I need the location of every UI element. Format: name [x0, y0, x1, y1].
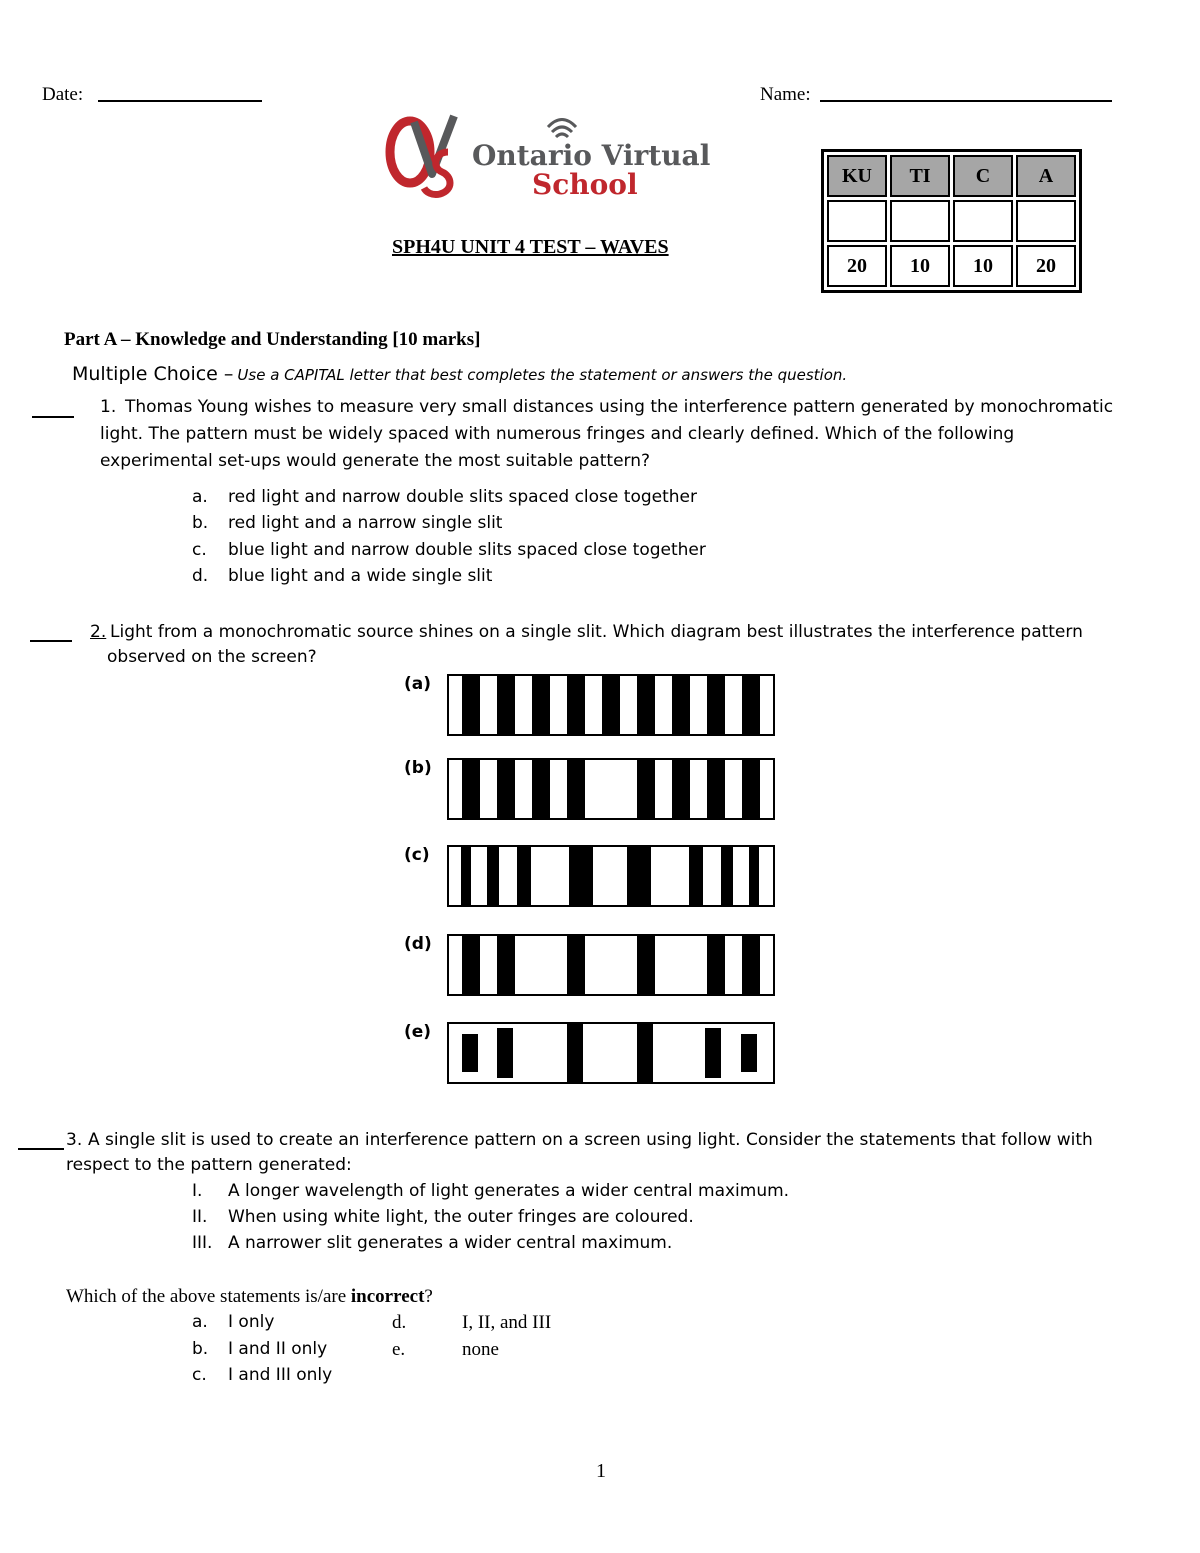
pattern-a-fringe — [742, 675, 760, 735]
pattern-b-fringe — [637, 759, 655, 819]
q1-answer-blank[interactable] — [32, 416, 74, 418]
q3-statement-2-num: II. — [192, 1207, 208, 1227]
marks-score-c[interactable] — [953, 200, 1013, 242]
pattern-label-d: (d) — [404, 934, 432, 954]
pattern-c-fringe — [487, 846, 499, 906]
pattern-a-fringe — [497, 675, 515, 735]
marks-total-row — [827, 245, 1076, 287]
marks-header-row — [827, 155, 1076, 197]
school-logo — [384, 112, 714, 202]
marks-header-a: A — [1016, 155, 1076, 197]
marks-total-c: 10 — [953, 245, 1013, 287]
q3-option-e — [392, 1339, 499, 1361]
pattern-e — [447, 1022, 775, 1084]
q1-option-a-letter: a. — [192, 487, 208, 507]
pattern-a-fringe — [672, 675, 690, 735]
q3-statement-3 — [192, 1233, 672, 1253]
q3-statement-3-num: III. — [192, 1233, 213, 1253]
pattern-c-fringe — [627, 846, 651, 906]
pattern-e-fringe — [462, 1034, 478, 1072]
pattern-c-fringe — [517, 846, 531, 906]
marks-header-ti: TI — [890, 155, 950, 197]
q3-number: 3. — [66, 1130, 83, 1150]
pattern-c-fringe — [721, 846, 733, 906]
marks-score-ku[interactable] — [827, 200, 887, 242]
q1-option-c-text: blue light and narrow double slits spaced close together — [228, 540, 706, 560]
q1-option-d — [192, 566, 492, 586]
pattern-e-fringe — [741, 1034, 757, 1072]
pattern-e-frame — [448, 1023, 774, 1083]
q1-option-c — [192, 540, 706, 560]
q1-option-b-text: red light and a narrow single slit — [228, 513, 503, 533]
marks-total-ku: 20 — [827, 245, 887, 287]
q1-number: 1. — [100, 397, 117, 417]
q3-statement-1-num: I. — [192, 1181, 203, 1201]
part-a-heading: Part A – Knowledge and Understanding [10 marks] — [64, 329, 481, 350]
ovs-logo-mark — [384, 112, 714, 202]
q1-option-b — [192, 513, 502, 533]
q3-prompt — [66, 1286, 433, 1308]
q3-option-e-letter: e. — [392, 1339, 406, 1360]
q3-option-d — [392, 1312, 551, 1334]
pattern-b-fringe — [532, 759, 550, 819]
pattern-label-b: (b) — [404, 758, 432, 778]
q1-option-a — [192, 487, 697, 507]
q1-option-b-letter: b. — [192, 513, 209, 533]
pattern-c-fringe — [689, 846, 703, 906]
pattern-b-frame — [448, 759, 774, 819]
pattern-b — [447, 758, 775, 820]
pattern-b-fringe — [672, 759, 690, 819]
marks-header-c: C — [953, 155, 1013, 197]
marks-header-ku: KU — [827, 155, 887, 197]
pattern-label-e: (e) — [404, 1022, 432, 1042]
marks-total-ti: 10 — [890, 245, 950, 287]
q1-option-d-text: blue light and a wide single slit — [228, 566, 493, 586]
q3-option-e-text: none — [462, 1339, 499, 1360]
pattern-b-fringe — [742, 759, 760, 819]
q3-option-b — [192, 1339, 327, 1359]
mc-heading — [72, 363, 847, 385]
pattern-b-fringe — [497, 759, 515, 819]
pattern-d-fringe — [462, 935, 480, 995]
q3-option-b-letter: b. — [192, 1339, 209, 1359]
pattern-d-fringe — [567, 935, 585, 995]
pattern-a-fringe — [637, 675, 655, 735]
pattern-a — [447, 674, 775, 736]
q3-statement-1 — [192, 1181, 789, 1201]
date-field[interactable] — [98, 100, 262, 102]
q3-option-a-text: I only — [228, 1312, 275, 1332]
q3-line-2: respect to the pattern generated: — [66, 1155, 352, 1175]
marks-table — [821, 149, 1082, 293]
pattern-a-fringe — [567, 675, 585, 735]
logo-text-line2: School — [532, 168, 638, 201]
name-label: Name: — [760, 84, 811, 105]
pattern-a-fringe — [602, 675, 620, 735]
mc-title: Multiple Choice – — [72, 363, 234, 385]
q1-option-d-letter: d. — [192, 566, 209, 586]
pattern-c-fringe — [749, 846, 759, 906]
pattern-b-fringe — [707, 759, 725, 819]
marks-score-a[interactable] — [1016, 200, 1076, 242]
q2-line-1: Light from a monochromatic source shines on a single slit. Which diagram best illustrates the interference pattern — [110, 622, 1083, 642]
pattern-b-fringe — [567, 759, 585, 819]
mc-instruction: Use a CAPITAL letter that best completes the statement or answers the question. — [237, 366, 848, 384]
q3-option-d-text: I, II, and III — [462, 1312, 552, 1333]
pattern-c-fringe — [461, 846, 471, 906]
pattern-e-fringe — [567, 1023, 583, 1083]
q3-option-b-text: I and II only — [228, 1339, 328, 1359]
q3-statement-3-text: A narrower slit generates a wider central maximum. — [228, 1233, 673, 1253]
q3-option-d-letter: d. — [392, 1312, 407, 1333]
q3-line-1: A single slit is used to create an interference pattern on a screen using light. Consider the statements that follow with — [88, 1130, 1093, 1150]
pattern-c — [447, 845, 775, 907]
pattern-a-fringe — [532, 675, 550, 735]
q3-option-c — [192, 1365, 332, 1385]
date-label: Date: — [42, 84, 84, 105]
pattern-d-frame — [448, 935, 774, 995]
q1-line-2: light. The pattern must be widely spaced with numerous fringes and clearly defined. Which of the following — [100, 424, 1015, 444]
pattern-c-fringe — [569, 846, 593, 906]
q1-line-1: Thomas Young wishes to measure very small distances using the interference pattern generated by monochromatic — [125, 397, 1114, 417]
pattern-d-fringe — [707, 935, 725, 995]
name-field[interactable] — [820, 100, 1112, 102]
q3-statement-2 — [192, 1207, 694, 1227]
q1-line-3: experimental set-ups would generate the most suitable pattern? — [100, 451, 651, 471]
pattern-e-fringe — [637, 1023, 653, 1083]
q3-option-c-text: I and III only — [228, 1365, 333, 1385]
q3-statement-2-text: When using white light, the outer fringes are coloured. — [228, 1207, 694, 1227]
marks-score-row — [827, 200, 1076, 242]
pattern-d-fringe — [637, 935, 655, 995]
pattern-label-a: (a) — [404, 674, 432, 694]
marks-total-a: 20 — [1016, 245, 1076, 287]
pattern-label-c: (c) — [404, 845, 430, 865]
q3-prompt-text: Which of the above statements is/are — [66, 1286, 351, 1307]
q3-statement-1-text: A longer wavelength of light generates a wider central maximum. — [228, 1181, 790, 1201]
pattern-e-fringe — [705, 1028, 721, 1078]
pattern-a-fringe — [707, 675, 725, 735]
q3-prompt-emphasis: incorrect — [350, 1286, 425, 1307]
logo-text-line1: Ontario Virtual — [472, 139, 711, 172]
pattern-a-fringe — [462, 675, 480, 735]
pattern-e-fringe — [497, 1028, 513, 1078]
q3-option-a — [192, 1312, 274, 1332]
pattern-d — [447, 934, 775, 996]
q2-number: 2. — [90, 622, 107, 642]
q3-prompt-end: ? — [424, 1286, 433, 1307]
q3-option-a-letter: a. — [192, 1312, 208, 1332]
q2-answer-blank[interactable] — [30, 640, 72, 642]
marks-score-ti[interactable] — [890, 200, 950, 242]
q3-answer-blank[interactable] — [18, 1148, 64, 1150]
q1-option-a-text: red light and narrow double slits spaced close together — [228, 487, 697, 507]
page-title: SPH4U UNIT 4 TEST – WAVES — [392, 236, 669, 258]
page-number: 1 — [596, 1460, 606, 1482]
pattern-d-fringe — [497, 935, 515, 995]
q3-option-c-letter: c. — [192, 1365, 207, 1385]
q2-line-2: observed on the screen? — [107, 647, 317, 667]
pattern-d-fringe — [742, 935, 760, 995]
pattern-b-fringe — [462, 759, 480, 819]
q1-option-c-letter: c. — [192, 540, 207, 560]
